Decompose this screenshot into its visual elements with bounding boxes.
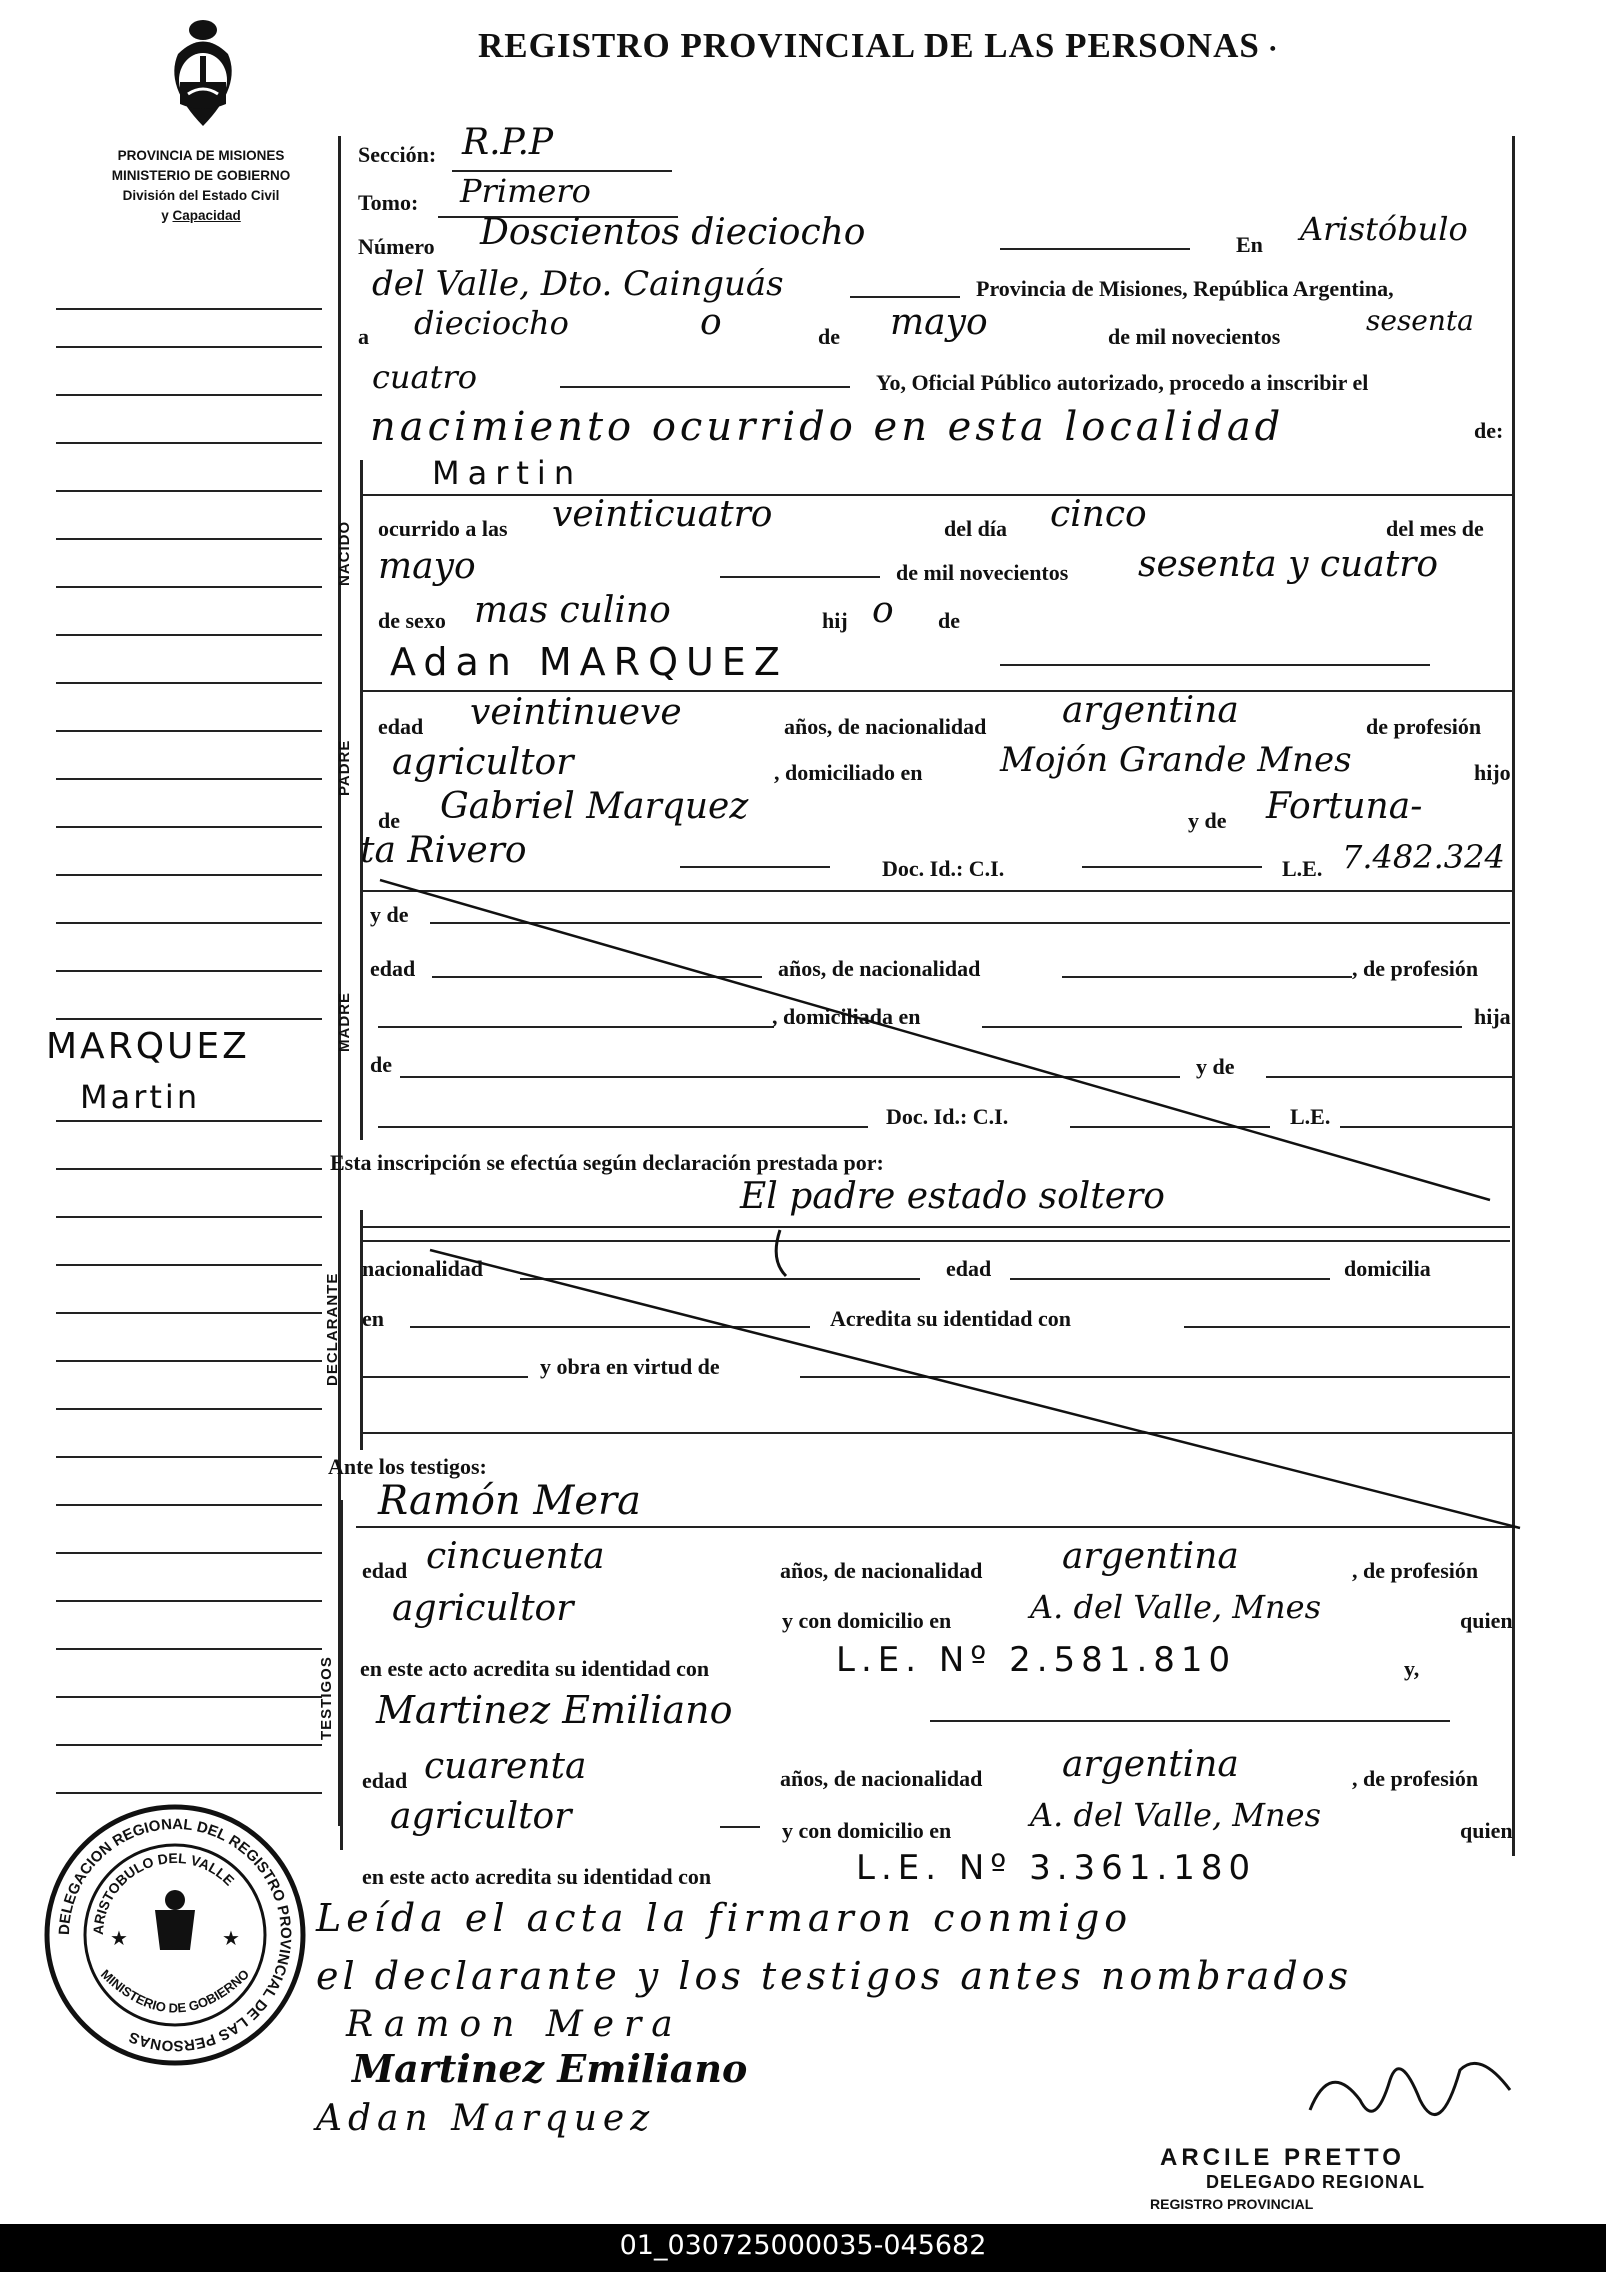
t1-quien-label: quien	[1460, 1608, 1513, 1633]
t2-dom-label: y con domicilio en	[782, 1818, 952, 1843]
numero-value: Doscientos dieciocho	[480, 212, 866, 253]
document-title: REGISTRO PROVINCIAL DE LAS PERSONAS •	[478, 26, 1277, 65]
signer-role: DELEGADO REGIONAL	[1206, 2172, 1426, 2192]
padre-anos-label: años, de nacionalidad	[784, 714, 987, 739]
madre-doc-label: Doc. Id.: C.I.	[886, 1104, 1009, 1129]
t2-acto-label: en este acto acredita su identidad con	[362, 1864, 712, 1889]
yo-label: Yo, Oficial Público autorizado, procedo a inscribir el	[876, 370, 1369, 395]
ministry-name: MINISTERIO DE GOBIERNO	[111, 168, 291, 183]
madre-y-de-label: y de	[370, 902, 409, 927]
t2-prof-label: , de profesión	[1352, 1766, 1479, 1791]
seccion-value: R.P.P	[462, 122, 554, 163]
signature-adan-marquez: Adan Marquez	[316, 2098, 656, 2139]
abuela2-value: ta Rivero	[360, 830, 527, 871]
t1-prof-label: , de profesión	[1352, 1558, 1479, 1583]
t2-doc-value: L.E. Nº 3.361.180	[856, 1848, 1257, 1888]
t2-edad-value: cuarenta	[424, 1746, 587, 1787]
section-label-testigos: TESTIGOS	[318, 1656, 335, 1740]
t1-acto-label: en este acto acredita su identidad con	[360, 1656, 710, 1681]
domiciliado-label: , domiciliado en	[774, 760, 923, 785]
signer-org: REGISTRO PROVINCIAL	[1150, 2196, 1314, 2212]
y-de-label: y de	[1188, 808, 1227, 833]
t1-anos-label: años, de nacionalidad	[780, 1558, 983, 1583]
padre-edad-label: edad	[378, 714, 424, 739]
dia-value: dieciocho	[414, 304, 569, 342]
ante-label: Ante los testigos:	[328, 1454, 487, 1479]
t1-prof-value: agricultor	[392, 1588, 574, 1629]
provincia-label: Provincia de Misiones, República Argentina,	[976, 276, 1394, 301]
svg-text:★: ★	[222, 1928, 240, 1950]
hora-value: veinticuatro	[552, 494, 773, 535]
svg-text:DELEGACION REGIONAL DEL REGIST: DELEGACION REGIONAL DEL REGISTRO PROVINCIAL DE LAS PERSONAS	[55, 1815, 295, 2055]
nacionalidad-label: nacionalidad	[362, 1256, 484, 1281]
svg-text:MINISTERIO DE GOBIERNO: MINISTERIO DE GOBIERNO	[97, 1966, 253, 2016]
nombre-value: Martin	[432, 454, 583, 492]
hij-label: hij	[822, 608, 848, 633]
padre-nombre-value: Adan MARQUEZ	[390, 640, 788, 684]
de-colon-label: de:	[1474, 418, 1504, 443]
section-label-nacido: NACIDO	[336, 520, 353, 586]
declarante-value: El padre estado soltero	[740, 1176, 1165, 1217]
t2-nombre-value: Martinez Emiliano	[376, 1688, 733, 1732]
a-label: a	[358, 324, 369, 349]
dia-nac-value: cinco	[1050, 494, 1147, 535]
de3-label: de	[378, 808, 400, 833]
section-label-declarante: DECLARANTE	[324, 1272, 341, 1386]
closing-line-1: Leída el acta la firmaron conmigo	[316, 1896, 1133, 1940]
mes-nac-value: mayo	[378, 546, 476, 587]
de-label: de	[818, 324, 840, 349]
padre-edad-value: veintinueve	[470, 692, 682, 733]
signature-martinez-emiliano: Martinez Emiliano	[352, 2046, 748, 2091]
hij-o-value: o	[872, 590, 894, 631]
t2-edad-label: edad	[362, 1768, 408, 1793]
padre-nac-value: argentina	[1062, 690, 1239, 731]
tomo-value: Primero	[460, 172, 591, 210]
t1-nombre-value: Ramón Mera	[378, 1478, 641, 1524]
t2-dom-value: A. del Valle, Mnes	[1030, 1796, 1322, 1834]
padre-prof-label: de profesión	[1366, 714, 1482, 739]
province-name: PROVINCIA DE MISIONES	[117, 148, 285, 163]
numero-label: Número	[358, 234, 435, 259]
t1-edad-label: edad	[362, 1558, 408, 1583]
madre-dom-label: , domiciliada en	[772, 1004, 921, 1029]
madre-prof-label: , de profesión	[1352, 956, 1479, 981]
madre-le-label: L.E.	[1290, 1104, 1331, 1129]
abuela1-value: Fortuna-	[1266, 786, 1423, 827]
de2-label: de	[938, 608, 960, 633]
t1-dom-value: A. del Valle, Mnes	[1030, 1588, 1322, 1626]
svg-text:ARISTOBULO DEL VALLE: ARISTOBULO DEL VALLE	[89, 1849, 238, 1936]
decl-edad-label: edad	[946, 1256, 992, 1281]
acredita-label: Acredita su identidad con	[830, 1306, 1072, 1331]
t2-prof-value: agricultor	[390, 1796, 572, 1837]
division-name: División del Estado Civil	[122, 188, 280, 203]
sexo-value: mas culino	[474, 590, 671, 631]
madre-y-de2-label: y de	[1196, 1054, 1235, 1079]
seccion-label: Sección:	[358, 142, 437, 167]
t2-anos-label: años, de nacionalidad	[780, 1766, 983, 1791]
del-dia-label: del día	[944, 516, 1007, 541]
doc-id-label: Doc. Id.: C.I.	[882, 856, 1005, 881]
t2-nac-value: argentina	[1062, 1744, 1239, 1785]
anio2-value: cuatro	[372, 358, 478, 396]
madre-de-label: de	[370, 1052, 392, 1077]
mes-value: mayo	[890, 302, 988, 343]
madre-anos-label: años, de nacionalidad	[778, 956, 981, 981]
t1-nac-value: argentina	[1062, 1536, 1239, 1577]
t1-edad-value: cincuenta	[426, 1536, 605, 1577]
capacity-name: y Capacidad	[161, 208, 241, 223]
obra-label: y obra en virtud de	[540, 1354, 720, 1379]
svg-text:★: ★	[110, 1928, 128, 1950]
anio-nac-value: sesenta y cuatro	[1138, 544, 1439, 585]
document-code: 01_030725000035-045682	[619, 2230, 987, 2261]
decl-en-label: en	[362, 1306, 384, 1331]
le-label: L.E.	[1282, 856, 1323, 881]
abuelo-value: Gabriel Marquez	[440, 786, 749, 827]
de-mil-label: de mil novecientos	[1108, 324, 1281, 349]
inscribir-value: nacimiento ocurrido en esta localidad	[370, 404, 1285, 450]
t1-y-label: y,	[1404, 1656, 1420, 1681]
signature-ramon-mera: Ramon Mera	[346, 2004, 683, 2045]
t1-doc-value: L.E. Nº 2.581.810	[836, 1640, 1237, 1680]
en-label: En	[1236, 232, 1263, 257]
padre-prof-value: agricultor	[392, 742, 574, 783]
padre-le-value: 7.482.324	[1342, 838, 1505, 876]
section-label-padre: PADRE	[336, 739, 353, 796]
de-mil2-label: de mil novecientos	[896, 560, 1069, 585]
dia-o-value: o	[700, 302, 722, 343]
signer-name: ARCILE PRETTO	[1160, 2144, 1405, 2171]
lugar-detail-value: del Valle, Dto. Cainguás	[372, 264, 784, 304]
ocurrido-label: ocurrido a las	[378, 516, 508, 541]
margin-given-name: Martin	[80, 1078, 201, 1116]
del-mes-label: del mes de	[1386, 516, 1484, 541]
lugar-value: Aristóbulo	[1300, 210, 1468, 248]
margin-surname: MARQUEZ	[46, 1026, 250, 1067]
closing-line-2: el declarante y los testigos antes nombrados	[316, 1954, 1353, 1998]
t1-dom-label: y con domicilio en	[782, 1608, 952, 1633]
de-sexo-label: de sexo	[378, 608, 446, 633]
madre-edad-label: edad	[370, 956, 416, 981]
domicilia-label: domicilia	[1344, 1256, 1431, 1281]
tomo-label: Tomo:	[358, 190, 419, 215]
hijo-label: hijo	[1474, 760, 1511, 785]
inscripcion-label: Esta inscripción se efectúa según declaración prestada por:	[330, 1150, 884, 1175]
madre-hija-label: hija	[1474, 1004, 1511, 1029]
section-label-madre: MADRE	[336, 992, 353, 1052]
padre-dom-value: Mojón Grande Mnes	[1000, 740, 1352, 780]
anio1-value: sesenta	[1366, 304, 1474, 337]
t2-quien-label: quien	[1460, 1818, 1513, 1843]
